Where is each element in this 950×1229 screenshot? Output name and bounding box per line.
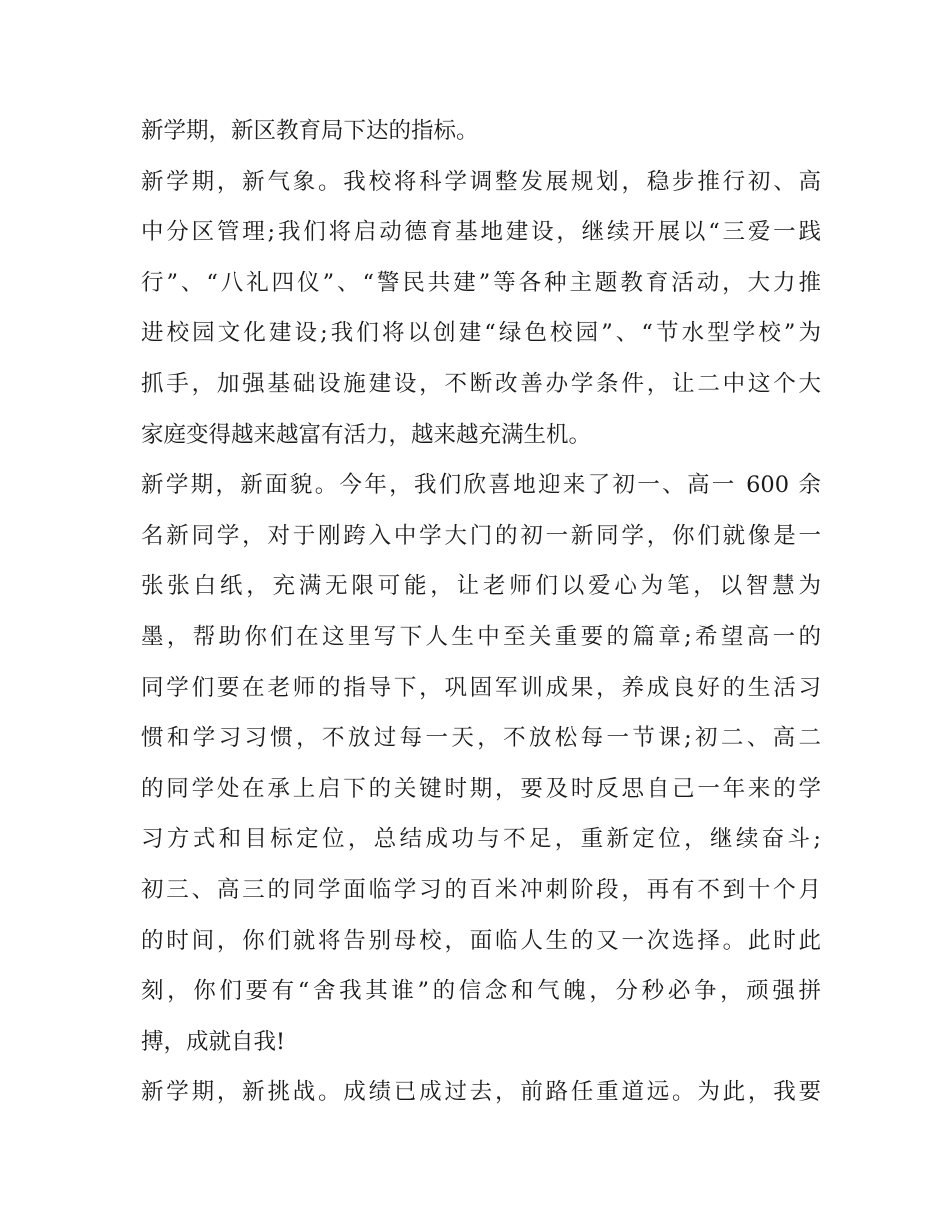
text-line: 墨，帮助你们在这里写下人生中至关重要的篇章;希望高一的 bbox=[141, 623, 821, 650]
text-line: 同学们要在老师的指导下，巩固军训成果，养成良好的生活习 bbox=[141, 674, 821, 701]
text-line: 行”、“八礼四仪”、“警民共建”等各种主题教育活动，大力推 bbox=[141, 269, 821, 296]
text-line: 新学期，新气象。我校将科学调整发展规划，稳步推行初、高 bbox=[141, 168, 821, 195]
text-line: 名新同学，对于刚跨入中学大门的初一新同学，你们就像是一 bbox=[141, 522, 821, 549]
document-body bbox=[141, 106, 821, 1118]
text-line: 新学期，新挑战。成绩已成过去，前路任重道远。为此，我要 bbox=[141, 1079, 821, 1106]
text-line: 张张白纸，充满无限可能，让老师们以爱心为笔，以智慧为 bbox=[141, 573, 821, 600]
text-line: 新学期，新面貌。今年，我们欣喜地迎来了初一、高一 600 余 bbox=[141, 472, 821, 499]
text-line: 抓手，加强基础设施建设，不断改善办学条件，让二中这个大 bbox=[141, 370, 821, 397]
text-line: 刻，你们要有“舍我其谁”的信念和气魄，分秒必争，顽强拼 bbox=[141, 978, 821, 1005]
text-line: 进校园文化建设;我们将以创建“绿色校园”、“节水型学校”为 bbox=[141, 320, 821, 347]
text-line: 惯和学习习惯，不放过每一天，不放松每一节课;初二、高二 bbox=[141, 725, 821, 752]
text-line: 的时间，你们就将告别母校，面临人生的又一次选择。此时此 bbox=[141, 927, 821, 954]
text-line: 搏，成就自我! bbox=[141, 1028, 286, 1055]
text-line: 习方式和目标定位，总结成功与不足，重新定位，继续奋斗; bbox=[141, 826, 821, 853]
text-line: 的同学处在承上启下的关键时期，要及时反思自己一年来的学 bbox=[141, 775, 821, 802]
text-line: 中分区管理;我们将启动德育基地建设，继续开展以“三爱一践 bbox=[141, 219, 821, 246]
text-line: 家庭变得越来越富有活力，越来越充满生机。 bbox=[141, 421, 592, 448]
text-line: 新学期，新区教育局下达的指标。 bbox=[141, 118, 479, 144]
text-line: 初三、高三的同学面临学习的百米冲刺阶段，再有不到十个月 bbox=[141, 876, 821, 903]
